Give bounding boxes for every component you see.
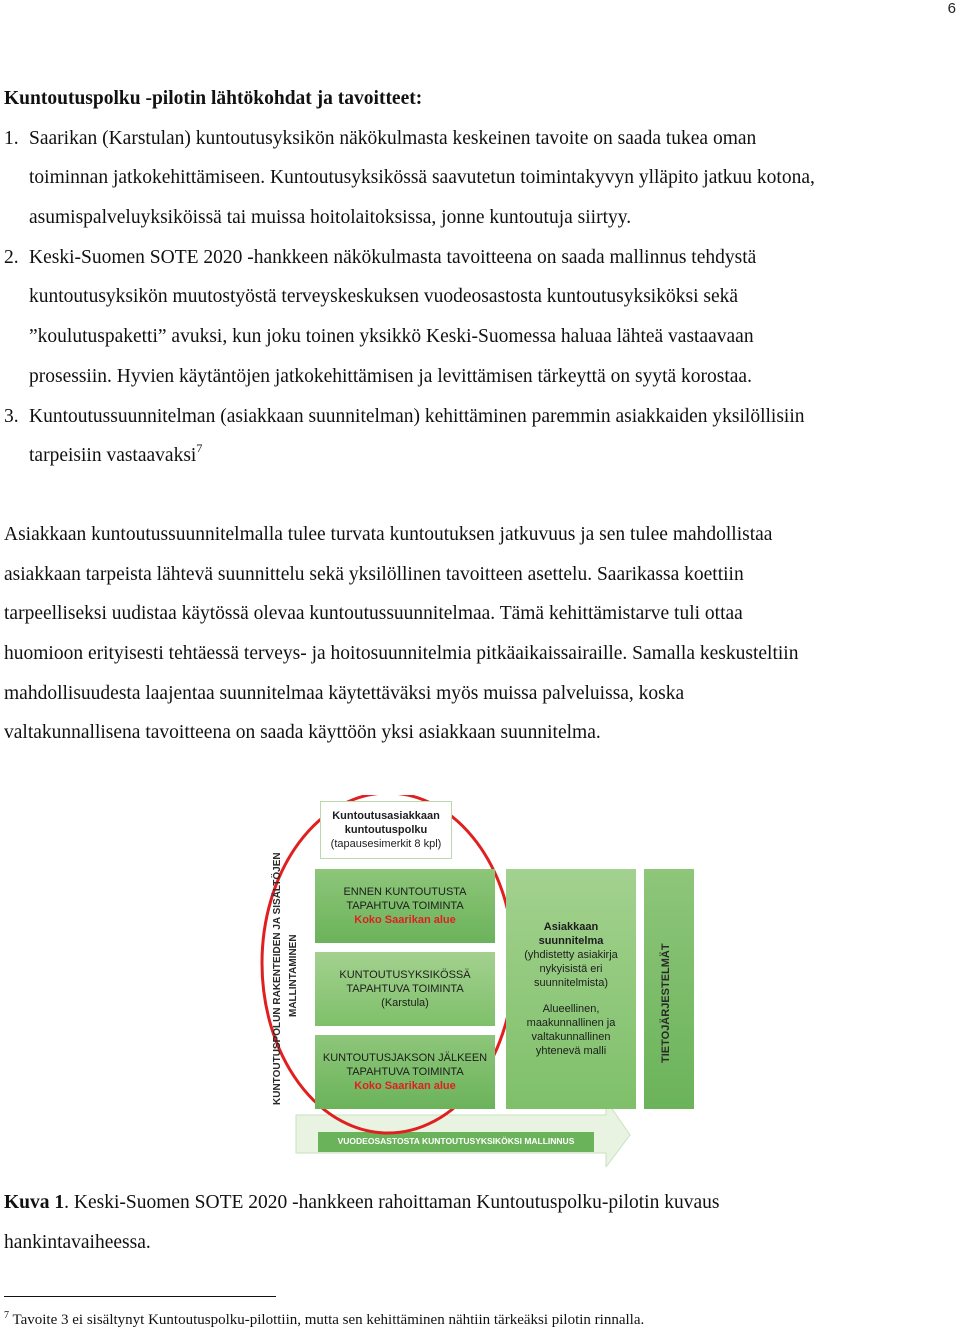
section-heading: Kuntoutuspolku -pilotin lähtökohdat ja tavoitteet: [4,88,423,109]
vertical-label-modelling: MALLINTAMINEN [288,934,299,1017]
top-box [320,801,452,859]
item-2-line-2: kuntoutusyksikön muutostyöstä terveyskeskuksen vuodeosastosta kuntoutusyksiköksi sekä [29,286,739,307]
figure-caption-line-1 [4,1191,719,1215]
item-1-line-2: toiminnan jatkokehittämiseen. Kuntoutusyksikössä saavutetun toimintakyvyn ylläpito jatkuu kotona, [29,167,815,188]
mid-line-10: yhtenevä malli [535,1045,607,1057]
mid-spacer [506,990,636,1002]
mid-line-1: Asiakkaan [543,921,599,933]
box-client-plan [506,869,636,1109]
top-box-line-1: Kuntoutusasiakkaan [332,810,440,822]
top-box-line-2: kuntoutuspolku [344,824,428,836]
page-number: 6 [947,0,956,17]
box-in-rehab-unit [315,952,495,1026]
item-3-number: 3. [4,406,19,427]
item-1-number: 1. [4,128,19,149]
box2-line-1: KUNTOUTUSYKSIKÖSSÄ [339,969,471,981]
mid-line-5: suunnitelmista) [534,977,608,989]
vertical-label-structures: KUNTOUTUSPOLUN RAKENTEIDEN JA SISÄLTÖJEN [272,852,283,1105]
box-after-rehab [315,1035,495,1109]
item-2-number: 2. [4,247,19,268]
box-before-rehab [315,869,495,943]
box1-line-1: ENNEN KUNTOUTUSTA [343,886,467,898]
item-2-line-4: prosessiin. Hyvien käytäntöjen jatkokehittämisen ja levittämisen tärkeyttä on syytä korostaa. [29,366,752,387]
box2-line-3: (Karstula) [381,997,429,1009]
top-box-line-3: (tapausesimerkit 8 kpl) [330,838,442,850]
mid-line-3: (yhdistetty asiakirja [524,949,618,961]
footnote-ref[interactable]: 7 [196,441,203,455]
paragraph-line-3: tarpeelliseksi uudistaa käytössä olevaa kuntoutussuunnitelmaa. Tämä kehittämistarve tuli ottaa [4,603,743,624]
paragraph-line-1: Asiakkaan kuntoutussuunnitelmalla tulee turvata kuntoutuksen jatkuvuus ja sen tulee mahdollistaa [4,524,773,545]
box1-line-3: Koko Saarikan alue [354,914,456,926]
paragraph-line-6: valtakunnallisena tavoitteena on saada käyttöön yksi asiakkaan suunnitelma. [4,722,601,743]
item-2-line-3: ”koulutuspaketti” avuksi, kun joku toinen yksikkö Keski-Suomessa haluaa lähteä vastaavaan [29,326,754,347]
mid-line-7: Alueellinen, [542,1003,600,1015]
item-3-line-1: Kuntoutussuunnitelman (asiakkaan suunnitelman) kehittäminen paremmin asiakkaiden yksilöllisiin [29,406,805,427]
paragraph-line-2: asiakkaan tarpeista lähtevä suunnittelu sekä yksilöllinen tavoitteen asettelu. Saarikassa koettiin [4,564,744,585]
box3-line-2: TAPAHTUVA TOIMINTA [346,1066,464,1078]
arrow-label: VUODEOSASTOSTA KUNTOUTUSYKSIKÖKSI MALLINNUS [337,1136,575,1146]
item-1-line-3: asumispalveluyksiköissä tai muissa hoitolaitoksissa, jonne kuntoutuja siirtyy. [29,207,632,228]
mid-line-9: valtakunnallinen [531,1031,611,1043]
mid-line-8: maakunnallinen ja [526,1017,616,1029]
item-1-line-1: Saarikan (Karstulan) kuntoutusyksikön näkökulmasta keskeinen tavoite on saada tukea oman [29,128,757,149]
caption-label: Kuva 1 [4,1192,65,1213]
box2-line-2: TAPAHTUVA TOIMINTA [346,983,464,995]
paragraph-line-4: huomioon erityisesti tehtäessä terveys- ja hoitosuunnitelmia pitkäaikaissairaille. Samalla keskusteltiin [4,643,799,664]
mid-line-2: suunnitelma [538,935,604,947]
box1-line-2: TAPAHTUVA TOIMINTA [346,900,464,912]
footnote-divider [4,1296,276,1297]
box3-line-3: Koko Saarikan alue [354,1080,456,1092]
figure-caption-line-2: hankintavaiheessa. [4,1232,151,1253]
footnote-number: 7 [4,1310,9,1321]
paragraph-line-5: mahdollisuudesta laajentaa suunnitelmaa käytettäväksi myös muissa palveluissa, koska [4,683,685,704]
figure-diagram [258,795,698,1167]
mid-line-4: nykyisistä eri [539,963,603,975]
caption-text-1: . Keski-Suomen SOTE 2020 -hankkeen rahoittaman Kuntoutuspolku-pilotin kuvaus [64,1192,720,1213]
footnote-text: Tavoite 3 ei sisältynyt Kuntoutuspolku-pilottiin, mutta sen kehittäminen nähtiin tärkeäksi pilotin rinnalla. [9,1312,645,1328]
item-2-line-1: Keski-Suomen SOTE 2020 -hankkeen näkökulmasta tavoitteena on saada mallinnus tehdystä [29,247,757,268]
item-3-line-2 [29,441,203,468]
vertical-label-info-systems: TIETOJÄRJESTELMÄT [660,943,672,1063]
item-3-line-2-text: tarpeisiin vastaavaksi [29,445,197,466]
box3-line-1: KUNTOUTUSJAKSON JÄLKEEN [322,1052,488,1064]
footnote [4,1312,644,1329]
